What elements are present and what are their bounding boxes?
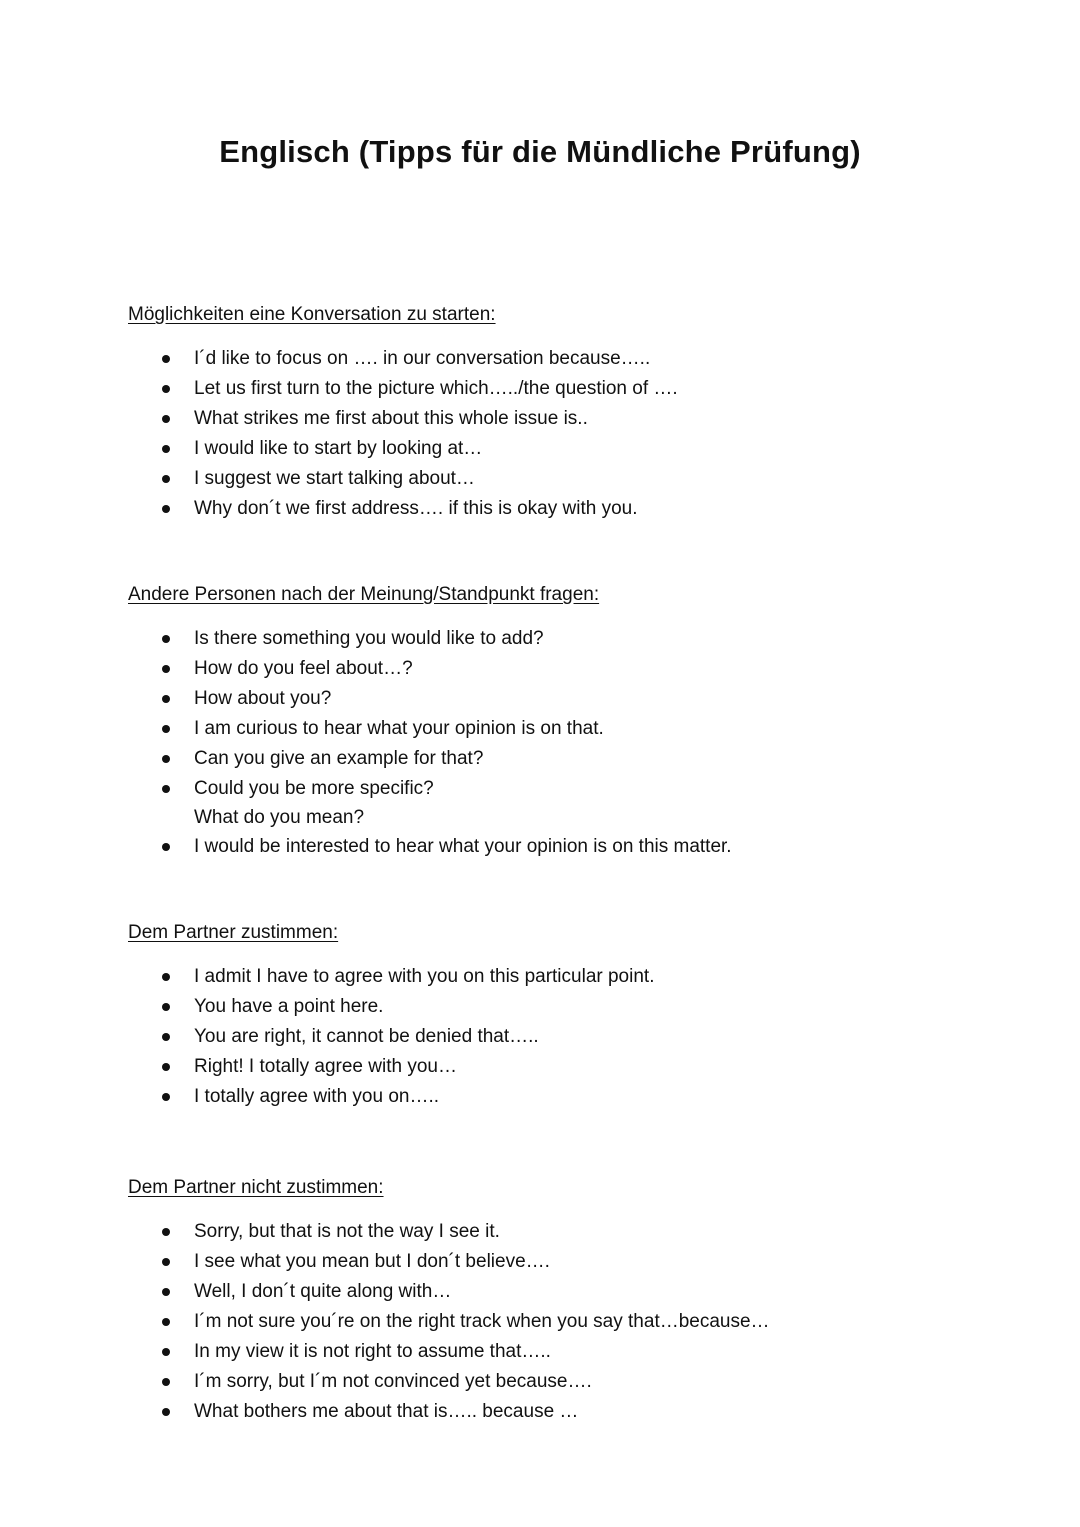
- list-item: [128, 774, 1020, 832]
- bullet-icon: [162, 355, 170, 363]
- list-item: [128, 1277, 1020, 1307]
- list-item-text: I would be interested to hear what your opinion is on this matter.: [194, 836, 732, 857]
- bullet-icon: [162, 843, 170, 851]
- list-item: [128, 434, 1020, 464]
- bullet-icon: [162, 695, 170, 703]
- list-item-text: I am curious to hear what your opinion is on that.: [194, 718, 604, 739]
- list-item: [128, 992, 1020, 1022]
- bullet-icon: [162, 1348, 170, 1356]
- list-item: [128, 374, 1020, 404]
- list-item: [128, 832, 1020, 862]
- bullet-icon: [162, 785, 170, 793]
- list-item-text: You have a point here.: [194, 996, 384, 1017]
- bullet-icon: [162, 475, 170, 483]
- list-item-text: Well, I don´t quite along with…: [194, 1281, 452, 1302]
- bullet-list: [128, 344, 1020, 524]
- list-item: [128, 654, 1020, 684]
- bullet-icon: [162, 1318, 170, 1326]
- list-item-text: In my view it is not right to assume that…..: [194, 1341, 551, 1362]
- list-item-text: I see what you mean but I don´t believe….: [194, 1251, 550, 1272]
- list-item-text: How do you feel about…?: [194, 658, 413, 679]
- list-item: [128, 962, 1020, 992]
- list-item: [128, 684, 1020, 714]
- list-item-text: What bothers me about that is….. because …: [194, 1401, 579, 1422]
- list-item: [128, 404, 1020, 434]
- section-disagree: [128, 1175, 1020, 1427]
- section-agree: [128, 920, 1020, 1112]
- list-item-text: I admit I have to agree with you on this particular point.: [194, 966, 655, 987]
- list-item-text: What strikes me first about this whole issue is..: [194, 408, 588, 429]
- list-item: [128, 1022, 1020, 1052]
- list-item-text: I´m not sure you´re on the right track when you say that…because…: [194, 1311, 770, 1332]
- bullet-list: [128, 962, 1020, 1112]
- bullet-icon: [162, 1258, 170, 1266]
- list-item: [128, 1307, 1020, 1337]
- bullet-icon: [162, 1228, 170, 1236]
- bullet-icon: [162, 665, 170, 673]
- bullet-icon: [162, 445, 170, 453]
- list-item: [128, 1082, 1020, 1112]
- list-item: [128, 624, 1020, 654]
- bullet-icon: [162, 1093, 170, 1101]
- list-item-text: Is there something you would like to add?: [194, 628, 544, 649]
- list-item-text: I would like to start by looking at…: [194, 438, 483, 459]
- list-item-text: Why don´t we first address…. if this is okay with you.: [194, 498, 638, 519]
- bullet-icon: [162, 635, 170, 643]
- bullet-icon: [162, 1033, 170, 1041]
- bullet-icon: [162, 755, 170, 763]
- list-item: [128, 494, 1020, 524]
- bullet-icon: [162, 385, 170, 393]
- bullet-icon: [162, 1288, 170, 1296]
- bullet-icon: [162, 973, 170, 981]
- section-heading: Dem Partner nicht zustimmen:: [128, 1177, 384, 1198]
- list-item-text: Could you be more specific?: [194, 778, 434, 799]
- list-item-text: Sorry, but that is not the way I see it.: [194, 1221, 500, 1242]
- list-item-text: I totally agree with you on…..: [194, 1086, 440, 1107]
- bullet-icon: [162, 505, 170, 513]
- bullet-icon: [162, 1378, 170, 1386]
- bullet-list: [128, 624, 1020, 862]
- list-item-text: I suggest we start talking about…: [194, 468, 475, 489]
- list-item: [128, 1397, 1020, 1427]
- bullet-list: [128, 1217, 1020, 1427]
- bullet-icon: [162, 1063, 170, 1071]
- list-item: [128, 344, 1020, 374]
- list-item: [128, 714, 1020, 744]
- section-conversation-start: [128, 302, 1020, 524]
- list-item: [128, 1052, 1020, 1082]
- list-item: [128, 1247, 1020, 1277]
- bullet-icon: [162, 1003, 170, 1011]
- bullet-icon: [162, 415, 170, 423]
- section-heading: Dem Partner zustimmen:: [128, 922, 339, 943]
- list-item-text: You are right, it cannot be denied that…..: [194, 1026, 539, 1047]
- list-item: [128, 1337, 1020, 1367]
- section-heading: Möglichkeiten eine Konversation zu starten:: [128, 304, 496, 325]
- list-item-text: Right! I totally agree with you…: [194, 1056, 457, 1077]
- section-heading: Andere Personen nach der Meinung/Standpunkt fragen:: [128, 584, 600, 605]
- list-item-text: How about you?: [194, 688, 332, 709]
- section-ask-opinion: [128, 582, 1020, 862]
- list-item: [128, 1217, 1020, 1247]
- list-item-text: I´d like to focus on …. in our conversation because…..: [194, 348, 651, 369]
- list-item-text: Can you give an example for that?: [194, 748, 484, 769]
- page-title: Englisch (Tipps für die Mündliche Prüfung): [219, 134, 861, 169]
- list-item: [128, 1367, 1020, 1397]
- bullet-icon: [162, 1408, 170, 1416]
- list-item-text: Let us first turn to the picture which…../the question of ….: [194, 378, 678, 399]
- list-item-continuation: What do you mean?: [194, 807, 365, 828]
- bullet-icon: [162, 725, 170, 733]
- list-item-text: I´m sorry, but I´m not convinced yet because….: [194, 1371, 592, 1392]
- list-item: [128, 744, 1020, 774]
- list-item: [128, 464, 1020, 494]
